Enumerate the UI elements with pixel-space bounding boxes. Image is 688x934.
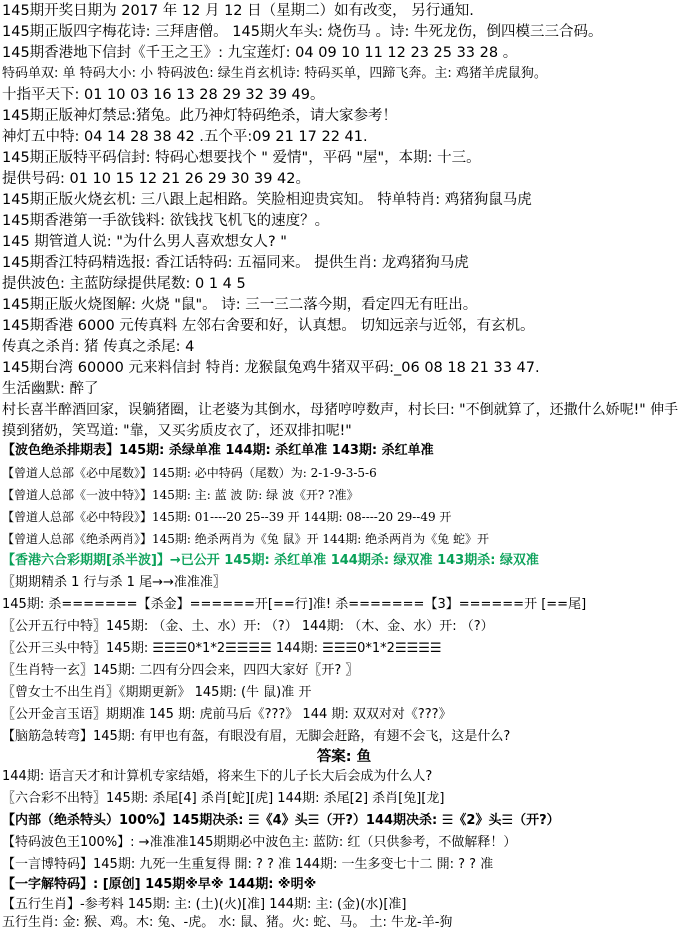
info-line: 145 期管道人说: "为什么男人喜欢想女人? " [2,234,287,250]
record-line: 〖公开三头中特〗145期: ☰☰☰0*1*2☰☰☰☰ 144期: ☰☰☰0*1*2☰☰☰☰ [2,641,442,656]
info-line: 提供号码: 01 10 15 12 21 26 29 30 39 42。 [2,171,310,187]
info-line: 145期正版神灯禁忌:猪兔。此乃神灯特码绝杀，请大家参考！ [2,108,398,124]
info-line: 145期香江特码精选报: 香江话特码: 五福同来。 提供生肖: 龙鸡猪狗马虎 [2,255,469,271]
riddle-answer: 答案: 鱼 [316,749,372,765]
record-line: 【五行生肖】-参考料 145期: 主: (土)(火)[准] 144期: 主: (金)(水)[准] [2,897,407,912]
notice-line: 145期开奖日期为 2017 年 12 月 12 日（星期二）如有改变， 另行通知. [2,3,474,19]
info-line: 传真之杀肖: 猪 传真之杀尾: 4 [2,339,195,355]
record-line: 〖期期精杀 1 行与杀 1 尾→→准准准〗 [2,575,226,590]
record-line: 〖公开五行中特〗145期: （金、土、水）开: （?） 144期: （木、金、水）开: （?） [2,619,494,634]
info-line: 145期正版特平码信封: 特码心想要找个 " 爱情"，平码 "屋"，本期: 十三。 [2,150,481,166]
info-line: 十指平天下: 01 10 03 16 13 28 29 32 39 49。 [2,87,325,103]
record-line: 【曾道人总部《必中尾数》】145期: 必中特码（尾数）为: 2-1-9-3-5-6 [2,466,377,480]
record-line: 【曾道人总部《一波中特》】145期: 主: 蓝 波 防: 绿 波《开? ?准》 [2,488,359,502]
info-line: 145期正版火烧玄机: 三八跟上起相路。笑脸相迎贵宾知。 特单特肖: 鸡猪狗鼠马虎 [2,192,532,208]
record-line: 〖曾女士不出生肖〗《期期更新》 145期: (牛 鼠)准 开 [2,685,312,700]
riddle-question: 144期: 语言天才和计算机专家结婚，将来生下的儿子长大后会成为什么人? [2,769,433,784]
info-line: 145期正版四字梅花诗: 三拜唐僧。 145期火车头: 烧伤马 。诗: 牛死龙伤，倒四模三三合码。 [2,24,603,40]
record-line: 〖公开金言玉语〗期期准 145 期: 虎前马后《???》 144 期: 双双对对《???》 [2,707,452,722]
record-line: 【一字解特码】: [原创] 145期※早※ 144期: ※明※ [2,877,317,892]
humor-heading: 生活幽默: 醉了 [2,381,99,397]
record-line: 【脑筋急转弯】145期: 有甲也有盔，有眼没有眉，无脚会赶路，有翅不会飞，这是什么? [2,729,511,744]
info-line: 145期正版火烧图解: 火烧 "鼠"。 诗: 三一三二落今期，看定四无有旺出。 [2,297,478,313]
record-line: 【曾道人总部《必中特段》】145期: 01----20 25--39 开 144期: 08----20 29--49 开 [2,510,452,524]
record-line: 〖六合彩不出特〗145期: 杀尾[4] 杀肖[蛇][虎] 144期: 杀尾[2] 杀肖[兔][龙] [2,791,445,806]
info-line: 145期香港地下信封《千王之王》: 九宝莲灯: 04 09 10 11 12 23 25 33 28 。 [2,45,518,61]
record-line: 【内部（绝杀特头）100%】145期决杀: ☰《4》头☰（开?）144期决杀: ☰《2》头☰（开?） [2,813,560,828]
info-line: 145期香港第一手欲钱料: 欲钱找飞机飞的速度？。 [2,213,330,229]
info-line: 145期台湾 60000 元来料信封 特肖: 龙猴鼠兔鸡牛猪双平码:_06 08 18 21 33 47. [2,360,540,376]
record-line: 〖生肖特一玄〗145期: 二四有分四会来，四四大家好〖开? 〗 [2,663,359,678]
humor-joke: 村长喜半醉酒回家，误躺猪圈，让老婆为其倒水，母猪哼哼数声，村长曰: "不倒就算了，还撒什么娇呢!" 伸手摸到猪奶，笑骂道: "靠，又买劣质皮衣了，还双排扣呢!" [2,402,679,439]
info-line: 特码单双: 单 特码大小: 小 特码波色: 绿生肖玄机诗: 特码买单，四蹄飞奔。主: 鸡猪羊虎鼠狗。 [2,66,547,81]
info-line: 神灯五中特: 04 14 28 38 42 .五个平:09 21 17 22 41. [2,129,368,145]
record-line: 【一言博特码】145期: 九死一生重复得 開: ? ? 准 144期: 一生多变七十二 開: ? ? 准 [2,857,494,872]
record-line: 【曾道人总部《绝杀两肖》】145期: 绝杀两肖为《兔 鼠》开 144期: 绝杀两肖为《兔 蛇》开 [2,532,489,546]
info-line: 145期香港 6000 元传真料 左邻右舍要和好，认真想。 切知远亲与近邻，有玄机。 [2,318,535,334]
record-line: 【特码波色王100%】: →准准准145期期必中波色主: 蓝防: 红（只供参考，不做解释！） [2,835,517,850]
record-line: 【香港六合彩期期[杀半波]】→已公开 145期: 杀红单准 144期杀: 绿双准 143期杀: 绿双准 [2,553,539,568]
record-line: 五行生肖: 金: 猴、鸡。木: 兔、-虎。 水: 鼠、猪。火: 蛇、马。 土: 牛龙-羊-狗 [2,915,453,930]
info-line: 提供波色: 主蓝防绿提供尾数: 0 1 4 5 [2,276,246,292]
record-line: 145期: 杀=======【杀金】======开[==行]准! 杀=======【3】======开 [==尾] [2,597,587,612]
record-line: 【波色绝杀排期表】145期: 杀绿单准 144期: 杀红单准 143期: 杀红单准 [2,443,434,458]
